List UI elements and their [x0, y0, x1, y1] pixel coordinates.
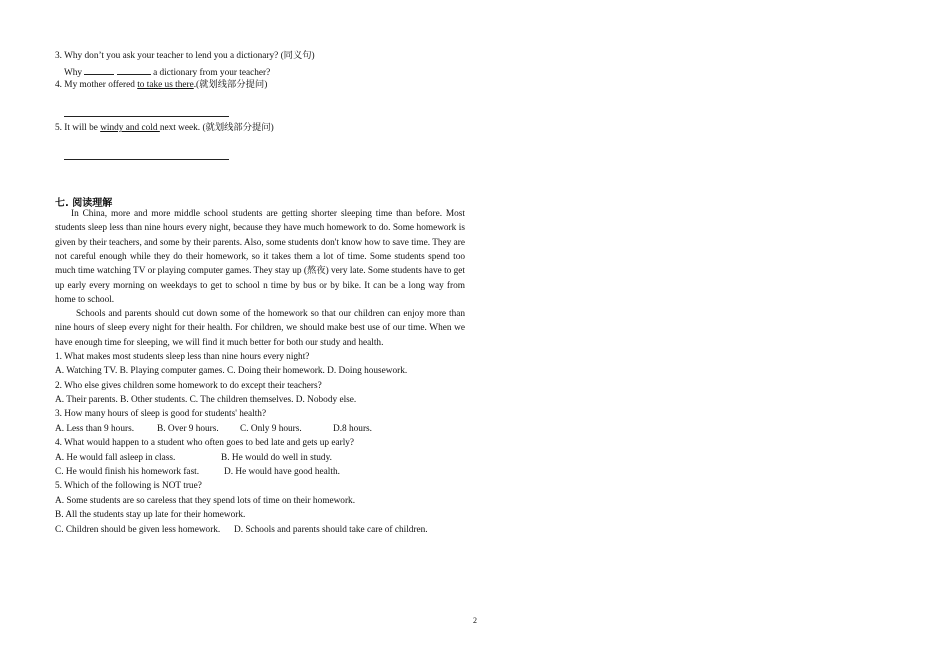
exercise-5-prefix: 5. It will be: [55, 123, 101, 133]
question-1-options[interactable]: A. Watching TV. B. Playing computer games. C. Doing their homework. D. Doing housework.: [55, 366, 408, 376]
question-4-option-b[interactable]: B. He would do well in study.: [221, 453, 332, 463]
exercise-4-prefix: 4. My mother offered: [55, 80, 138, 90]
question-5-option-d[interactable]: D. Schools and parents should take care of children.: [234, 525, 428, 535]
exercise-5-question: [55, 122, 274, 134]
question-5-option-b[interactable]: B. All the students stay up late for their homework.: [55, 510, 246, 520]
page-number: 2: [473, 616, 477, 625]
question-2: 2. Who else gives children some homework to do except their teachers?: [55, 381, 322, 391]
exercise-3-answer-line: [64, 65, 270, 79]
question-3-option-d[interactable]: D.8 hours.: [333, 424, 372, 434]
question-3-option-c[interactable]: C. Only 9 hours.: [240, 424, 302, 434]
answer-blank-1[interactable]: [84, 65, 114, 75]
question-5: 5. Which of the following is NOT true?: [55, 481, 202, 491]
exercise-4-underlined: to take us there: [137, 80, 194, 90]
question-3-option-b[interactable]: B. Over 9 hours.: [157, 424, 219, 434]
exercise-5-suffix: next week. (就划线部分提问): [159, 123, 274, 133]
question-4-option-a[interactable]: A. He would fall asleep in class.: [55, 453, 176, 463]
reading-section-heading: 七. 阅读理解: [55, 198, 113, 209]
reading-paragraph-1: In China, more and more middle school students are getting shorter sleeping time than before. Most students sleep less than nine hours every night, because they have much homework to do. Some homework is given by their teachers, and some by their parents. Also, some students don't know how to save time. They are not careful enough while they do their homework, so it takes them a lot of time. Some students spend too much time watching TV or playing computer games. They stay up (熬夜) very late. Some students have to get up early every morning on weekdays to get to school n time by bus or by bike. It can be a long way from home to school.: [55, 209, 466, 306]
question-1: 1. What makes most students sleep less than nine hours every night?: [55, 352, 310, 362]
question-5-option-a[interactable]: A. Some students are so careless that they spend lots of time on their homework.: [55, 496, 356, 506]
question-3: 3. How many hours of sleep is good for students' health?: [55, 409, 267, 419]
question-4-option-c[interactable]: C. He would finish his homework fast.: [55, 467, 200, 477]
answer-blank-2[interactable]: [117, 65, 151, 75]
reading-paragraph-2: Schools and parents should cut down some of the homework so that our children can enjoy more than nine hours of sleep every night for their health. For children, we should make best use of our time. When we have enough time for sleeping, we will find it much better for both our study and health.: [55, 309, 465, 348]
exercise-4-answer-line[interactable]: [64, 116, 229, 117]
exercise-4-suffix: .(就划线部分提问): [193, 80, 268, 90]
exercise-3-question: 3. Why don’t you ask your teacher to lend you a dictionary? (同义句): [55, 51, 315, 61]
question-2-options[interactable]: A. Their parents. B. Other students. C. The children themselves. D. Nobody else.: [55, 395, 357, 405]
question-3-option-a[interactable]: A. Less than 9 hours.: [55, 424, 135, 434]
question-5-option-c[interactable]: C. Children should be given less homework.: [55, 525, 221, 535]
exercise-5-answer-line[interactable]: [64, 159, 229, 160]
exercise-4-question: [55, 79, 267, 91]
question-4-option-d[interactable]: D. He would have good health.: [224, 467, 340, 477]
exercise-5-underlined: windy and cold: [100, 123, 160, 133]
question-4: 4. What would happen to a student who often goes to bed late and gets up early?: [55, 438, 355, 448]
exercise-3-answer-prefix: Why: [64, 68, 83, 78]
exercise-3-answer-suffix: a dictionary from your teacher?: [153, 68, 271, 78]
